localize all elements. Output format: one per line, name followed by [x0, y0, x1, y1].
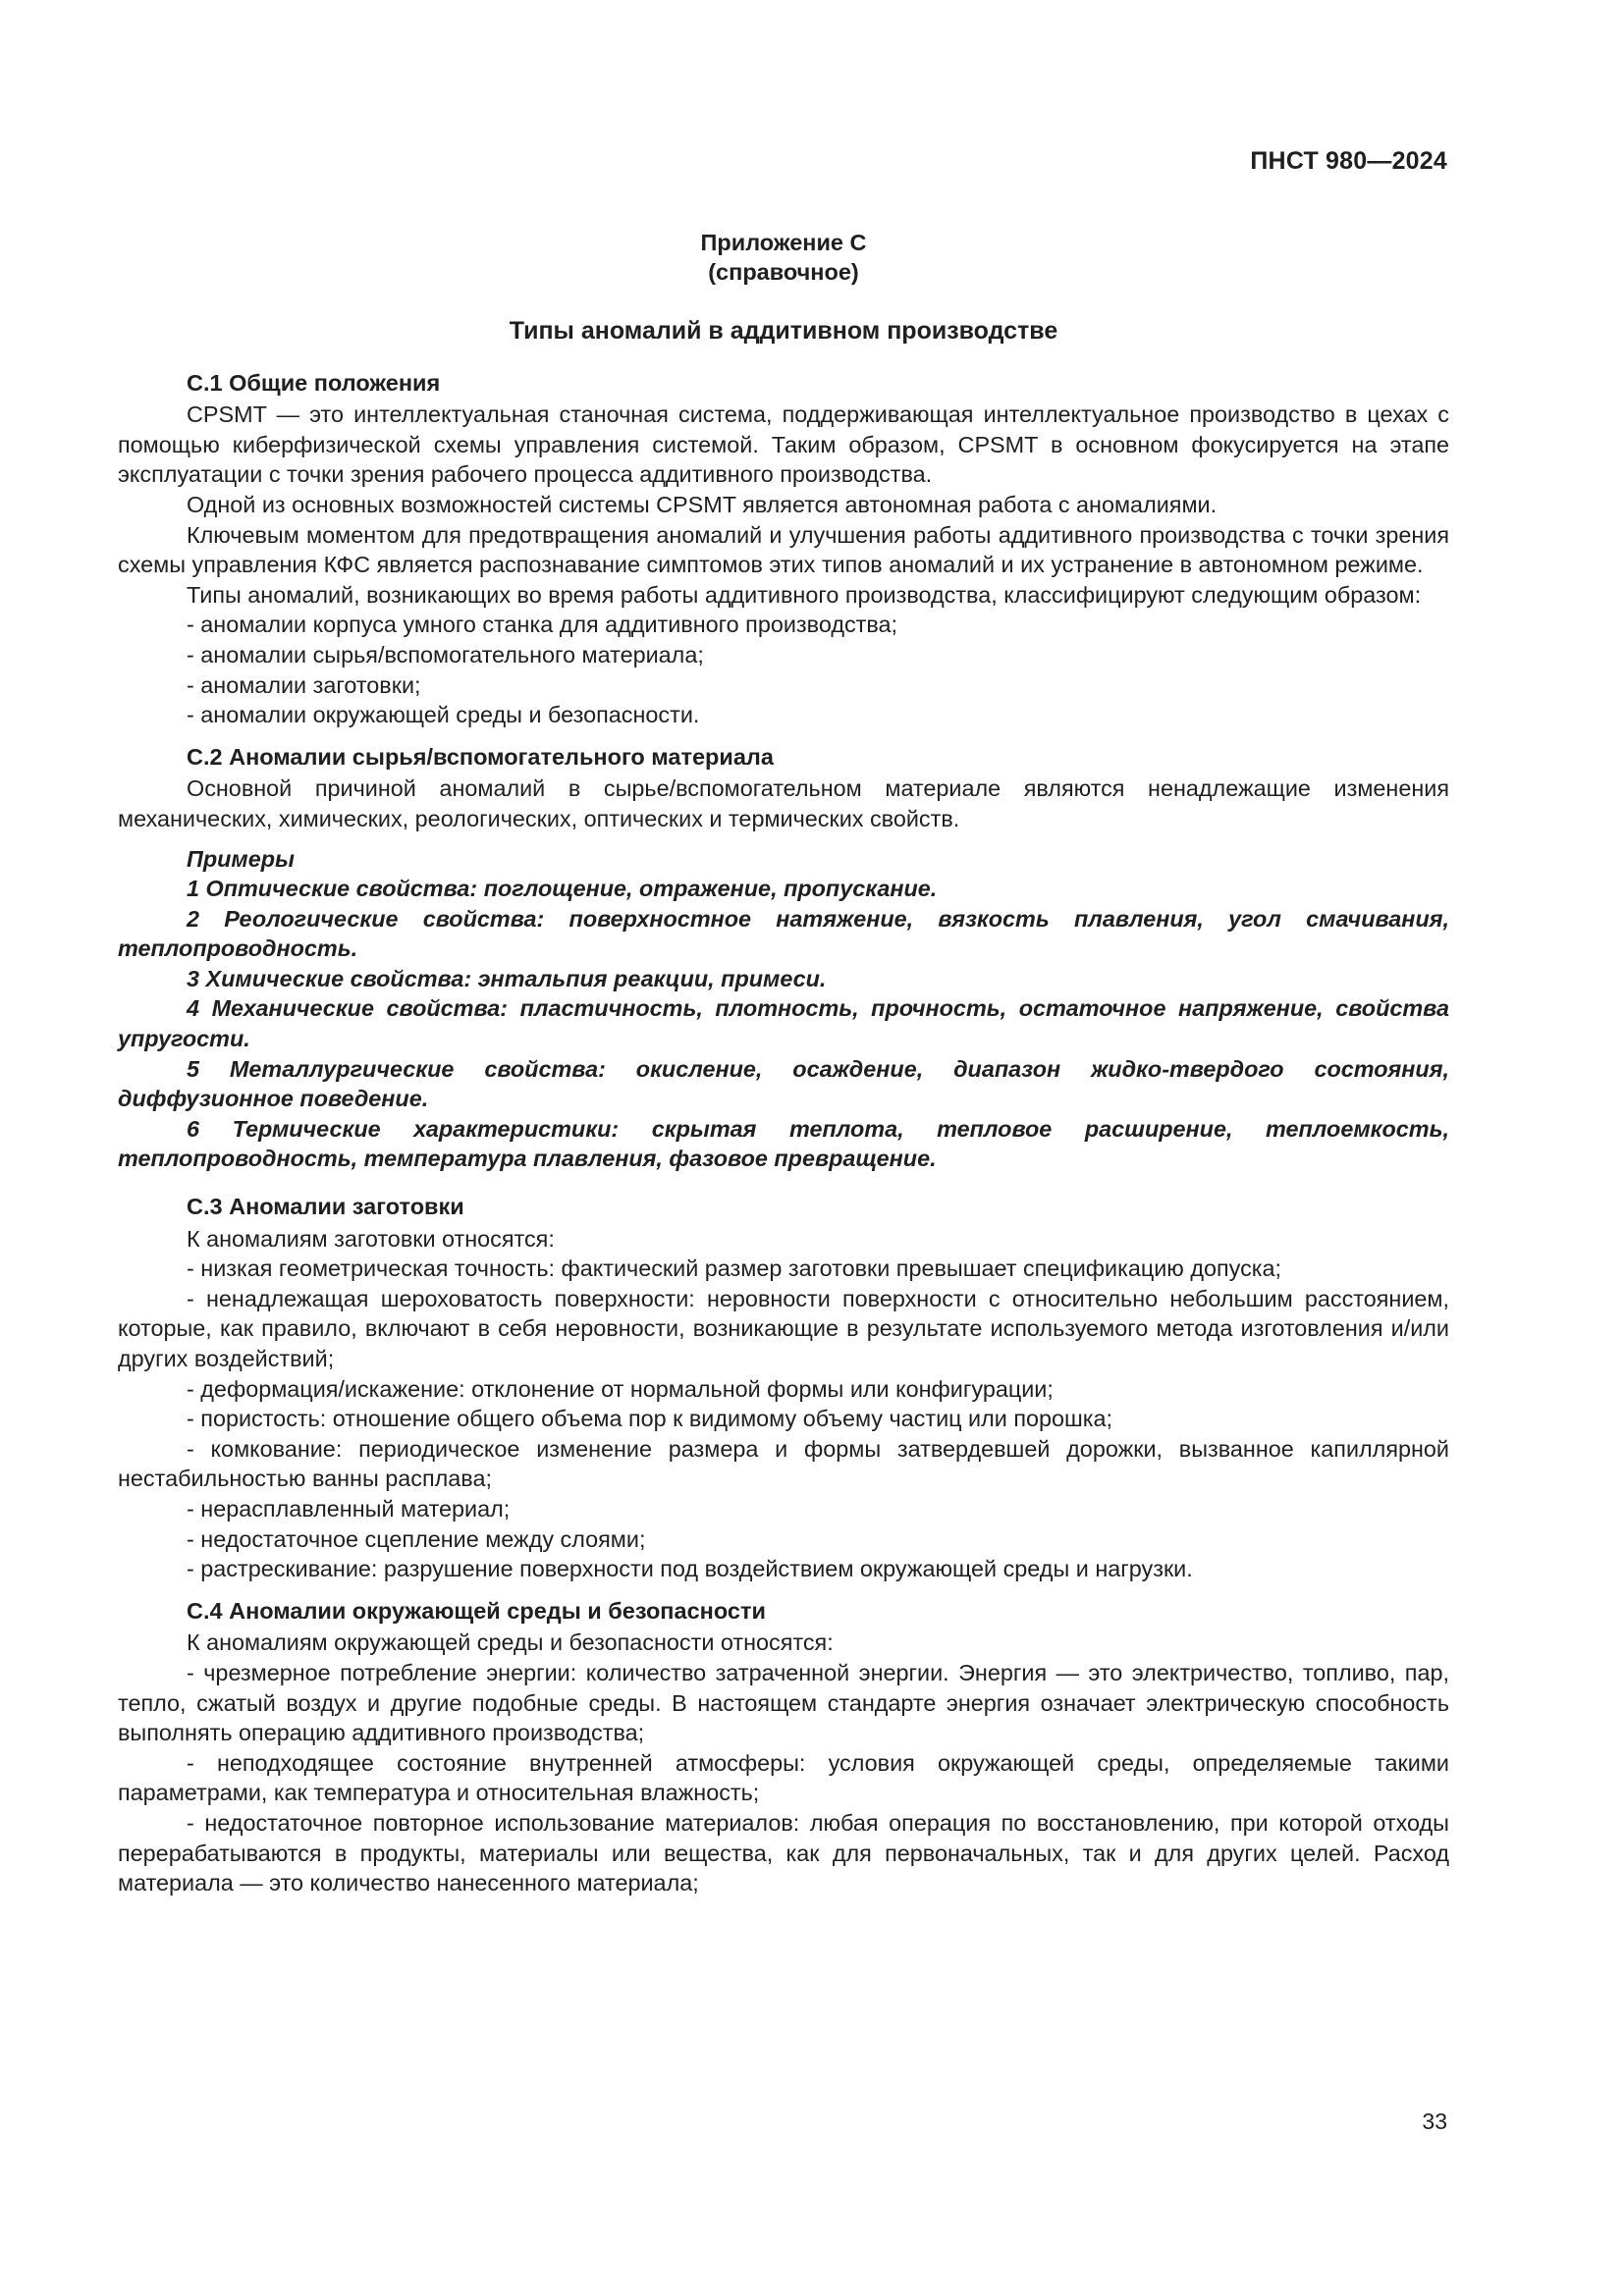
list-item: - недостаточное сцепление между слоями; [187, 1525, 646, 1552]
section-heading-c1: С.1 Общие положения [187, 369, 441, 396]
page-content [118, 228, 1449, 1898]
list-item: - аномалии сырья/вспомогательного материала; [187, 641, 704, 667]
section-heading-c2: С.2 Аномалии сырья/вспомогательного материала [187, 743, 774, 770]
list-item: - ненадлежащая шероховатость поверхности: неровности поверхности с относительно небольшим расстоянием, которые, как правило, включают в себя неровности, возникающие в результате используемого метода изготовления и/или других воздействий; [118, 1285, 1449, 1371]
list-item: - аномалии корпуса умного станка для аддитивного производства; [187, 612, 898, 638]
paragraph: CPSMT — это интеллектуальная станочная система, поддерживающая интеллектуальное производство в цехах с помощью киберфизической схемы управления системой. Таким образом, CPSMT в основном фокусируется на этапе эксплуатации с точки зрения рабочего процесса аддитивного производства. [118, 401, 1449, 488]
list-item: - растрескивание: разрушение поверхности под воздействием окружающей среды и нагрузки. [187, 1556, 1193, 1582]
example-item: 5 Металлургические свойства: окисление, осаждение, диапазон жидко-твердого состояния, диффузионное поведение. [118, 1055, 1449, 1112]
list-item: - аномалии заготовки; [187, 671, 421, 698]
section-heading-c4: С.4 Аномалии окружающей среды и безопасности [187, 1597, 766, 1624]
paragraph: Ключевым моментом для предотвращения аномалий и улучшения работы аддитивного производства с точки зрения схемы управления КФС является распознавание симптомов этих типов аномалий и их устранение в автономном режиме. [118, 521, 1449, 578]
examples-title: Примеры [187, 845, 295, 872]
list-item: - пористость: отношение общего объема пор к видимому объему частиц или порошка; [187, 1406, 1113, 1432]
list-item: - низкая геометрическая точность: фактический размер заготовки превышает спецификацию допуска; [187, 1255, 1282, 1282]
example-item: 4 Механические свойства: пластичность, плотность, прочность, остаточное напряжение, свойства упругости. [118, 995, 1449, 1052]
example-item: 6 Термические характеристики: скрытая теплота, тепловое расширение, теплоемкость, теплопроводность, температура плавления, фазовое превращение. [118, 1115, 1449, 1172]
list-item: - комкование: периодическое изменение размера и формы затвердевшей дорожки, вызванное капиллярной нестабильностью ванны расплава; [118, 1435, 1449, 1492]
document-code: ПНСТ 980—2024 [1250, 147, 1447, 175]
examples-block [118, 844, 1449, 1175]
list-item: - чрезмерное потребление энергии: количество затраченной энергии. Энергия — это электричество, топливо, пар, тепло, сжатый воздух и другие подобные среды. В настоящем стандарте энергия означает электрическую способность выполнять операцию аддитивного производства; [118, 1659, 1449, 1746]
list-item: - аномалии окружающей среды и безопасности. [187, 702, 700, 728]
paragraph: К аномалиям окружающей среды и безопасности относятся: [187, 1629, 834, 1656]
paragraph: Одной из основных возможностей системы CPSMT является автономная работа с аномалиями. [187, 491, 1218, 517]
annex-label: Приложение С [700, 230, 867, 255]
list-item: - нерасплавленный материал; [187, 1495, 511, 1522]
example-item: 1 Оптические свойства: поглощение, отражение, пропускание. [187, 876, 938, 902]
section-heading-c3: С.3 Аномалии заготовки [187, 1194, 464, 1220]
paragraph: Типы аномалий, возникающих во время работы аддитивного производства, классифицируют следующим образом: [187, 581, 1422, 608]
list-item: - неподходящее состояние внутренней атмосферы: условия окружающей среды, определяемые такими параметрами, как температура и относительная влажность; [118, 1749, 1449, 1806]
annex-title: Типы аномалий в аддитивном производстве [509, 317, 1058, 345]
list-item: - недостаточное повторное использование материалов: любая операция по восстановлению, при которой отходы перерабатываются в продукты, материалы или вещества, как для первоначальных, так и для других целей. Расход материала — это количество нанесенного материала; [118, 1809, 1449, 1896]
paragraph: К аномалиям заготовки относятся: [187, 1225, 555, 1252]
list-item: - деформация/искажение: отклонение от нормальной формы или конфигурации; [187, 1375, 1054, 1402]
example-item: 3 Химические свойства: энтальпия реакции, примеси. [187, 965, 827, 991]
page-number: 33 [1422, 2109, 1447, 2134]
paragraph: Основной причиной аномалий в сырье/вспомогательном материале являются ненадлежащие изменения механических, химических, реологических, оптических и термических свойств. [118, 775, 1449, 831]
annex-type: (справочное) [708, 259, 859, 285]
example-item: 2 Реологические свойства: поверхностное натяжение, вязкость плавления, угол смачивания, теплопроводность. [118, 905, 1449, 962]
